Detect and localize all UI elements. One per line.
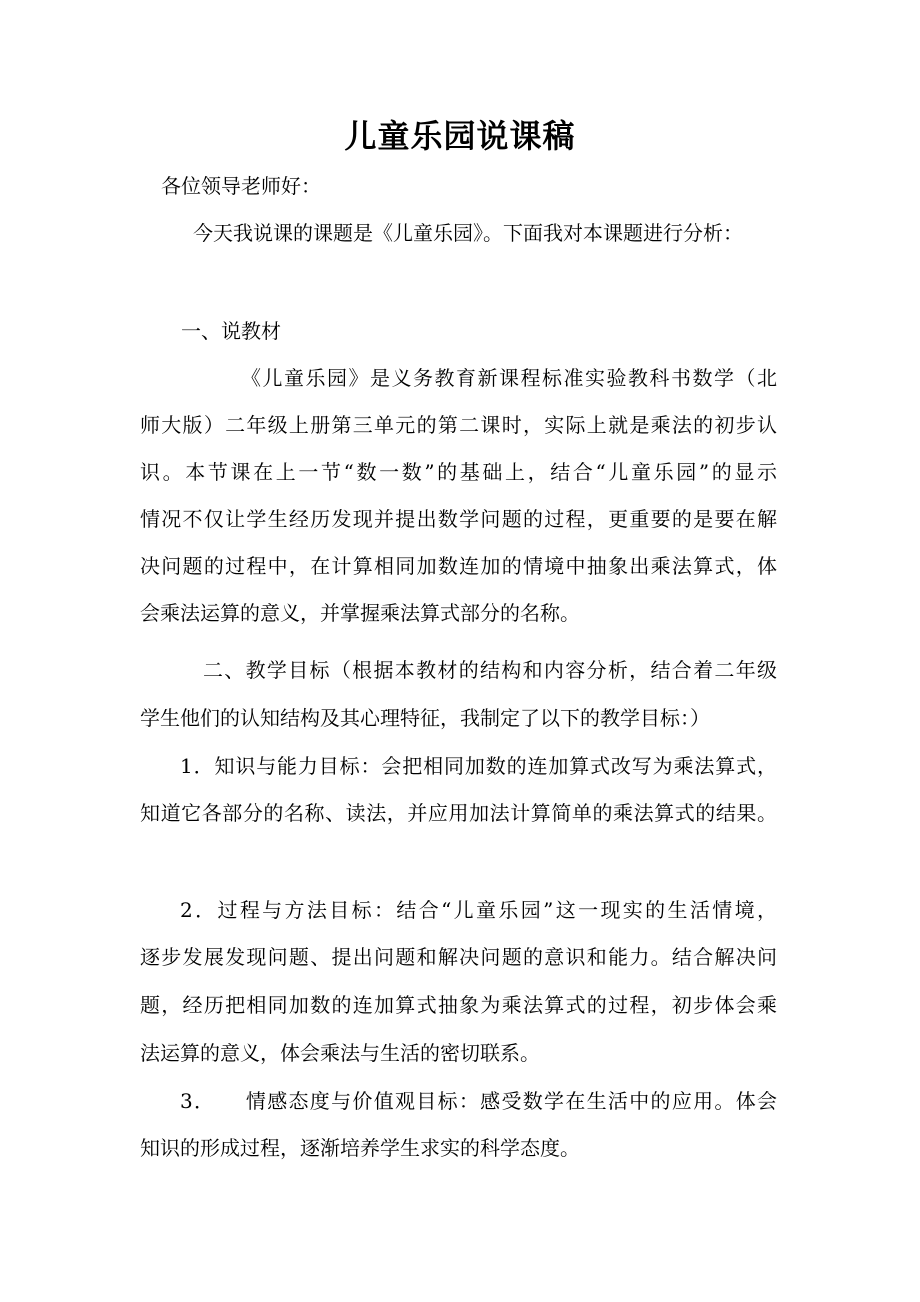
goal2-line: 法运算的意义，体会乘法与生活的密切联系。: [140, 1041, 540, 1065]
intro-paragraph: 今天我说课的课题是《儿童乐园》。下面我对本课题进行分析：: [193, 221, 743, 245]
section2-heading: 二、教学目标（根据本教材的结构和内容分析，结合着二年级: [203, 658, 777, 682]
goal1-line: 知道它各部分的名称、读法，并应用加法计算简单的乘法算式的结果。: [140, 801, 777, 825]
goal3-line: 3． 情感态度与价值观目标：感受数学在生活中的应用。体会: [180, 1089, 777, 1113]
goal2-line: 2．过程与方法目标：结合“儿童乐园”这一现实的生活情境，: [180, 898, 777, 922]
section1-line: 《儿童乐园》是义务教育新课程标准实验教科书数学（北: [241, 366, 777, 390]
section2-line: 学生他们的认知结构及其心理特征，我制定了以下的教学目标：）: [140, 706, 710, 730]
document-title: 儿童乐园说课稿: [344, 117, 576, 155]
greeting: 各位领导老师好：: [161, 174, 321, 198]
goal1-line: 1．知识与能力目标：会把相同加数的连加算式改写为乘法算式，: [180, 754, 777, 778]
section1-line: 情况不仅让学生经历发现并提出数学问题的过程，更重要的是要在解: [140, 507, 777, 531]
goal2-line: 逐步发展发现问题、提出问题和解决问题的意识和能力。结合解决问: [140, 945, 777, 969]
section1-heading: 一、说教材: [181, 319, 281, 343]
section1-line: 会乘法运算的意义，并掌握乘法算式部分的名称。: [140, 601, 580, 625]
section1-line: 识。本节课在上一节“数一数”的基础上，结合“儿童乐园”的显示: [140, 460, 777, 484]
section1-line: 决问题的过程中，在计算相同加数连加的情境中抽象出乘法算式，体: [140, 554, 777, 578]
goal2-line: 题，经历把相同加数的连加算式抽象为乘法算式的过程，初步体会乘: [140, 993, 777, 1017]
section1-line: 师大版）二年级上册第三单元的第二课时，实际上就是乘法的初步认: [140, 413, 777, 437]
goal3-line: 知识的形成过程，逐渐培养学生求实的科学态度。: [140, 1136, 580, 1160]
